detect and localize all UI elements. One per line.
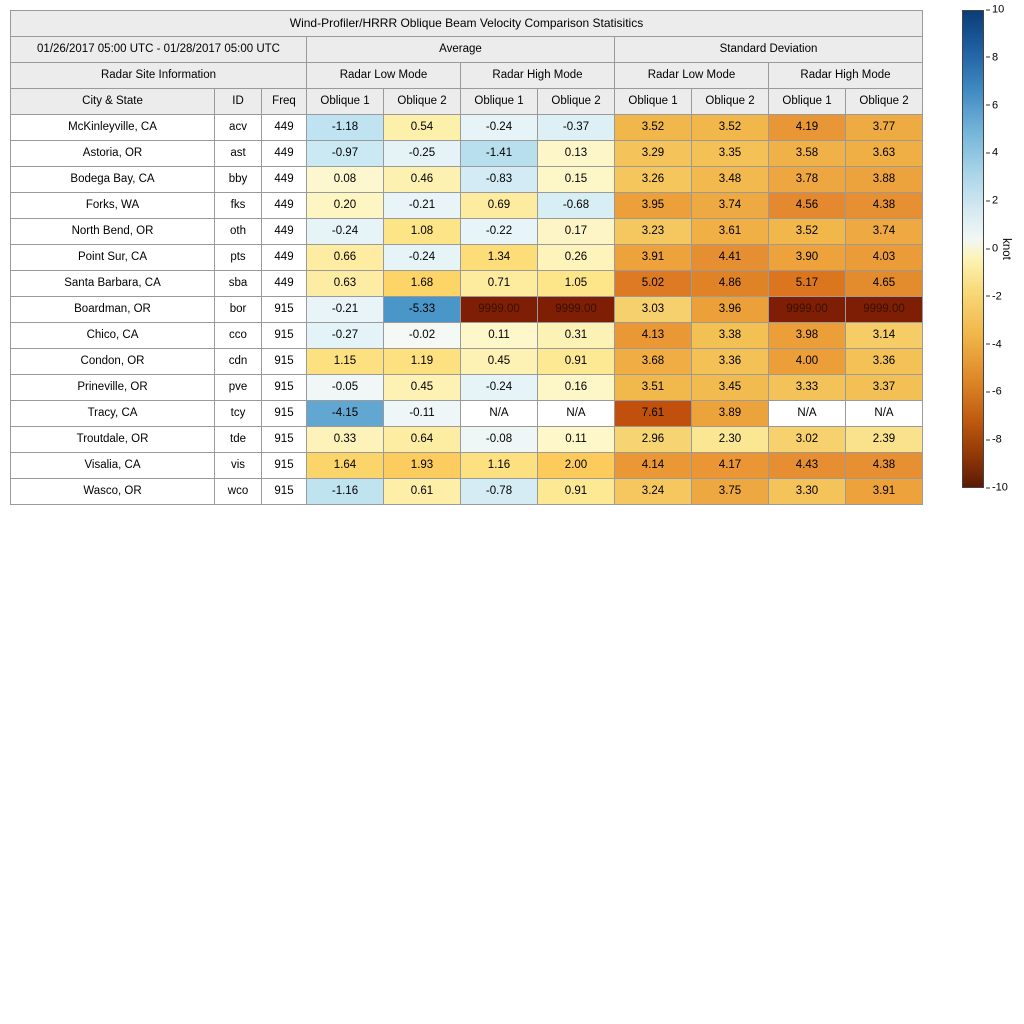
cell-value: 0.31 [538,323,615,349]
group-average: Average [307,37,615,63]
cell-freq: 449 [262,115,307,141]
cell-value: -0.22 [461,219,538,245]
cell-value: 3.51 [615,375,692,401]
cell-city: Boardman, OR [11,297,215,323]
cell-value: 3.88 [846,167,923,193]
cell-value: 3.45 [692,375,769,401]
cell-value: 0.08 [307,167,384,193]
cell-value: -0.24 [307,219,384,245]
cell-value: 9999.00 [461,297,538,323]
cell-value: 3.02 [769,427,846,453]
cell-value: 3.78 [769,167,846,193]
cell-city: Point Sur, CA [11,245,215,271]
cell-value: 1.15 [307,349,384,375]
cell-value: 1.19 [384,349,461,375]
cell-value: 1.05 [538,271,615,297]
cell-city: Bodega Bay, CA [11,167,215,193]
colorbar-tick: 6 [986,100,998,111]
cell-value: -0.78 [461,479,538,505]
cell-value: 1.93 [384,453,461,479]
cell-value: -5.33 [384,297,461,323]
cell-value: -0.02 [384,323,461,349]
cell-value: 3.52 [692,115,769,141]
cell-value: 2.30 [692,427,769,453]
cell-id: oth [215,219,262,245]
cell-value: 0.54 [384,115,461,141]
group-site-information: Radar Site Information [11,63,307,89]
table-title-row [11,11,923,37]
cell-city: Visalia, CA [11,453,215,479]
cell-value: 4.13 [615,323,692,349]
cell-value: 3.91 [615,245,692,271]
cell-id: wco [215,479,262,505]
cell-value: -1.41 [461,141,538,167]
table-row [11,297,923,323]
cell-id: cco [215,323,262,349]
cell-value: N/A [538,401,615,427]
cell-value: 4.38 [846,193,923,219]
colorbar-tick: 0 [986,244,998,255]
statistics-table [10,10,923,505]
colorbar-tick: 2 [986,196,998,207]
cell-city: Forks, WA [11,193,215,219]
table-row [11,401,923,427]
cell-freq: 449 [262,141,307,167]
cell-value: 0.16 [538,375,615,401]
page-title: Wind-Profiler/HRRR Oblique Beam Velocity Comparison Statisitics [11,11,923,37]
cell-id: fks [215,193,262,219]
cell-value: 3.90 [769,245,846,271]
cell-value: 3.23 [615,219,692,245]
cell-freq: 915 [262,479,307,505]
cell-value: -1.18 [307,115,384,141]
column-header-row [11,89,923,115]
mode-stddev-low: Radar Low Mode [615,63,769,89]
cell-city: Santa Barbara, CA [11,271,215,297]
cell-freq: 915 [262,427,307,453]
cell-value: 3.37 [846,375,923,401]
cell-freq: 915 [262,349,307,375]
cell-value: 4.65 [846,271,923,297]
cell-value: 3.74 [846,219,923,245]
cell-value: 1.64 [307,453,384,479]
colorbar-label: knot [1000,238,1012,260]
cell-freq: 449 [262,167,307,193]
cell-id: sba [215,271,262,297]
cell-value: 0.11 [538,427,615,453]
cell-value: 3.24 [615,479,692,505]
column-header-sd-high-obl2: Oblique 2 [846,89,923,115]
column-header-sd-low-obl1: Oblique 1 [615,89,692,115]
cell-id: vis [215,453,262,479]
cell-value: 0.46 [384,167,461,193]
cell-city: Wasco, OR [11,479,215,505]
colorbar-tick: -6 [986,387,1002,398]
cell-value: 3.58 [769,141,846,167]
cell-city: Condon, OR [11,349,215,375]
table-row [11,323,923,349]
cell-value: -0.21 [307,297,384,323]
cell-value: 0.15 [538,167,615,193]
cell-value: 1.34 [461,245,538,271]
cell-value: 0.64 [384,427,461,453]
colorbar-tick: -4 [986,339,1002,350]
table-row [11,141,923,167]
cell-value: -0.97 [307,141,384,167]
cell-value: 3.29 [615,141,692,167]
colorbar [962,10,984,488]
cell-freq: 915 [262,323,307,349]
cell-value: 3.36 [692,349,769,375]
cell-value: 4.19 [769,115,846,141]
cell-value: -0.25 [384,141,461,167]
cell-value: 5.02 [615,271,692,297]
table-row [11,219,923,245]
cell-value: 9999.00 [769,297,846,323]
cell-value: 4.43 [769,453,846,479]
cell-city: Prineville, OR [11,375,215,401]
cell-value: 0.45 [461,349,538,375]
cell-value: -0.05 [307,375,384,401]
cell-freq: 915 [262,453,307,479]
cell-value: 1.08 [384,219,461,245]
column-header-freq: Freq [262,89,307,115]
cell-value: 3.77 [846,115,923,141]
cell-value: 5.17 [769,271,846,297]
cell-value: 0.66 [307,245,384,271]
cell-value: 3.38 [692,323,769,349]
table-row [11,245,923,271]
column-header-city: City & State [11,89,215,115]
cell-value: 9999.00 [538,297,615,323]
cell-value: -4.15 [307,401,384,427]
cell-value: 0.17 [538,219,615,245]
cell-value: 3.75 [692,479,769,505]
cell-value: -0.68 [538,193,615,219]
cell-id: bby [215,167,262,193]
cell-id: acv [215,115,262,141]
cell-value: 4.86 [692,271,769,297]
cell-value: 3.30 [769,479,846,505]
cell-value: 4.03 [846,245,923,271]
cell-id: tcy [215,401,262,427]
cell-value: -1.16 [307,479,384,505]
cell-id: ast [215,141,262,167]
cell-value: 3.52 [769,219,846,245]
cell-value: 0.13 [538,141,615,167]
table-row [11,427,923,453]
cell-value: 2.39 [846,427,923,453]
cell-value: 0.91 [538,349,615,375]
mode-header-row [11,63,923,89]
cell-value: 0.33 [307,427,384,453]
cell-value: 4.17 [692,453,769,479]
cell-value: 0.69 [461,193,538,219]
cell-value: 4.56 [769,193,846,219]
table-row [11,193,923,219]
cell-value: 3.03 [615,297,692,323]
cell-city: Chico, CA [11,323,215,349]
cell-value: 0.71 [461,271,538,297]
table-row [11,375,923,401]
cell-value: 0.20 [307,193,384,219]
cell-value: 3.96 [692,297,769,323]
cell-value: N/A [846,401,923,427]
table-body [11,115,923,505]
column-header-id: ID [215,89,262,115]
cell-value: N/A [769,401,846,427]
cell-freq: 449 [262,219,307,245]
cell-value: 3.61 [692,219,769,245]
cell-freq: 915 [262,401,307,427]
cell-freq: 449 [262,271,307,297]
cell-value: 1.16 [461,453,538,479]
cell-value: 0.91 [538,479,615,505]
cell-value: 3.33 [769,375,846,401]
table-row [11,115,923,141]
cell-city: Tracy, CA [11,401,215,427]
cell-value: 0.45 [384,375,461,401]
cell-value: 3.98 [769,323,846,349]
colorbar-tick: -10 [986,483,1008,494]
cell-city: Troutdale, OR [11,427,215,453]
table-row [11,479,923,505]
cell-value: 0.61 [384,479,461,505]
colorbar-tick: 10 [986,5,1004,16]
cell-id: tde [215,427,262,453]
cell-value: 3.52 [615,115,692,141]
table-row [11,167,923,193]
cell-value: 7.61 [615,401,692,427]
cell-value: -0.27 [307,323,384,349]
cell-value: -0.83 [461,167,538,193]
cell-value: 9999.00 [846,297,923,323]
mode-average-high: Radar High Mode [461,63,615,89]
cell-value: -0.11 [384,401,461,427]
cell-value: 4.38 [846,453,923,479]
colorbar-tick: -2 [986,291,1002,302]
cell-value: -0.24 [461,375,538,401]
cell-value: 3.35 [692,141,769,167]
cell-value: -0.37 [538,115,615,141]
cell-value: 3.48 [692,167,769,193]
cell-id: bor [215,297,262,323]
cell-id: pve [215,375,262,401]
cell-value: 4.00 [769,349,846,375]
column-header-avg-low-obl1: Oblique 1 [307,89,384,115]
table-row [11,271,923,297]
mode-stddev-high: Radar High Mode [769,63,923,89]
cell-value: 3.36 [846,349,923,375]
cell-value: 3.14 [846,323,923,349]
cell-value: 3.68 [615,349,692,375]
cell-freq: 449 [262,193,307,219]
cell-value: -0.24 [384,245,461,271]
cell-value: -0.08 [461,427,538,453]
cell-value: 0.11 [461,323,538,349]
cell-value: 0.26 [538,245,615,271]
cell-value: -0.24 [461,115,538,141]
cell-id: cdn [215,349,262,375]
cell-value: 0.63 [307,271,384,297]
group-header-row [11,37,923,63]
cell-value: 3.91 [846,479,923,505]
cell-value: 3.26 [615,167,692,193]
column-header-sd-high-obl1: Oblique 1 [769,89,846,115]
cell-city: North Bend, OR [11,219,215,245]
cell-value: -0.21 [384,193,461,219]
mode-average-low: Radar Low Mode [307,63,461,89]
date-range: 01/26/2017 05:00 UTC - 01/28/2017 05:00 UTC [11,37,307,63]
column-header-avg-high-obl2: Oblique 2 [538,89,615,115]
cell-city: Astoria, OR [11,141,215,167]
cell-value: 3.63 [846,141,923,167]
column-header-avg-high-obl1: Oblique 1 [461,89,538,115]
group-standard-deviation: Standard Deviation [615,37,923,63]
cell-freq: 915 [262,375,307,401]
colorbar-tick: 4 [986,148,998,159]
cell-value: 4.41 [692,245,769,271]
cell-city: McKinleyville, CA [11,115,215,141]
cell-value: 3.95 [615,193,692,219]
column-header-avg-low-obl2: Oblique 2 [384,89,461,115]
cell-value: 2.00 [538,453,615,479]
table-row [11,349,923,375]
cell-value: N/A [461,401,538,427]
cell-freq: 449 [262,245,307,271]
colorbar-tick: -8 [986,435,1002,446]
cell-value: 3.89 [692,401,769,427]
cell-value: 3.74 [692,193,769,219]
cell-freq: 915 [262,297,307,323]
cell-value: 2.96 [615,427,692,453]
cell-value: 1.68 [384,271,461,297]
cell-value: 4.14 [615,453,692,479]
cell-id: pts [215,245,262,271]
column-header-sd-low-obl2: Oblique 2 [692,89,769,115]
table-row [11,453,923,479]
colorbar-tick: 8 [986,52,998,63]
